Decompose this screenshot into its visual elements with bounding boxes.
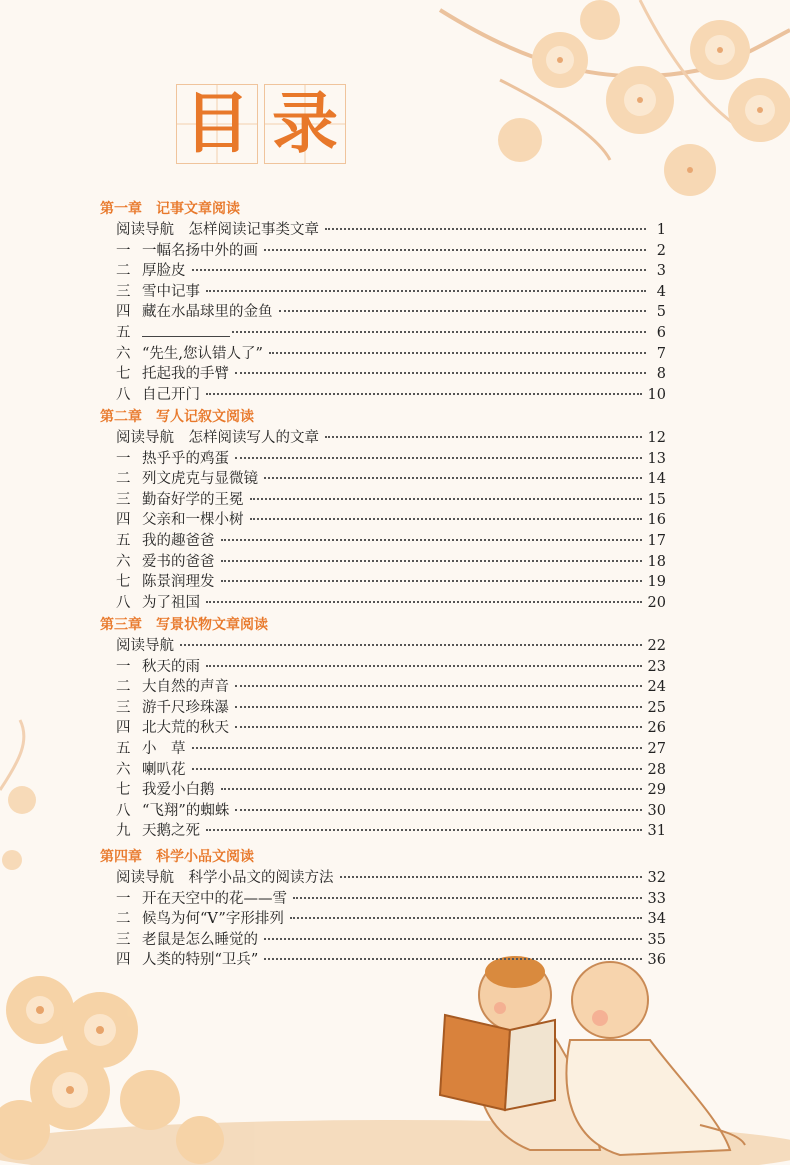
page-number: 27 bbox=[647, 741, 666, 757]
page-number: 2 bbox=[656, 242, 666, 259]
entry-title: 列文虎克与显微镜 bbox=[142, 471, 258, 488]
dot-leader bbox=[235, 706, 642, 708]
entry-title: 人类的特别“卫兵” bbox=[142, 952, 259, 969]
entry-title: 秋天的雨 bbox=[142, 658, 200, 675]
entry-title: 开在天空中的花——雪 bbox=[142, 890, 287, 907]
dot-leader bbox=[235, 726, 642, 728]
page-number: 26 bbox=[647, 720, 666, 737]
entry-title: 我爱小白鹅 bbox=[142, 782, 215, 799]
dot-leader bbox=[192, 747, 642, 749]
entry-number: 二 bbox=[116, 263, 131, 280]
entry-number: 三 bbox=[116, 283, 131, 300]
page-number: 33 bbox=[647, 890, 666, 907]
dot-leader bbox=[279, 310, 647, 312]
chapter-heading[interactable]: 第三章 写景状物文章阅读 bbox=[100, 617, 268, 633]
page-number: 15 bbox=[647, 491, 666, 508]
entry-number: 四 bbox=[116, 952, 131, 969]
entry-title: 阅读导航 怎样阅读记事类文章 bbox=[116, 222, 319, 238]
entry-title: 喇叭花 bbox=[142, 761, 186, 778]
dot-leader bbox=[206, 290, 646, 292]
entry-number: 二 bbox=[116, 471, 131, 488]
toc-entry[interactable] bbox=[116, 801, 666, 821]
entry-number: 五 bbox=[116, 741, 131, 757]
dot-leader bbox=[206, 665, 642, 667]
toc-entry[interactable] bbox=[116, 220, 666, 240]
entry-number: 八 bbox=[116, 594, 131, 611]
chapter-heading[interactable]: 第一章 记事文章阅读 bbox=[100, 201, 240, 217]
entry-title: 阅读导航 bbox=[116, 638, 174, 654]
toc-entry[interactable] bbox=[116, 572, 666, 592]
toc-entry[interactable] bbox=[116, 868, 666, 888]
dot-leader bbox=[180, 644, 642, 646]
entry-number: 七 bbox=[116, 782, 131, 799]
page-number: 25 bbox=[647, 699, 666, 716]
entry-number: 一 bbox=[116, 658, 131, 675]
page-number: 30 bbox=[647, 802, 666, 819]
blank-title-line bbox=[142, 323, 230, 337]
page-number: 17 bbox=[647, 533, 666, 549]
toc-entry[interactable] bbox=[116, 302, 666, 322]
dot-leader bbox=[250, 498, 642, 500]
toc-entry[interactable] bbox=[116, 385, 666, 405]
page-number: 22 bbox=[647, 638, 666, 654]
page-number: 29 bbox=[647, 782, 666, 799]
entry-number: 五 bbox=[116, 533, 131, 549]
title-char: 录 bbox=[272, 85, 338, 162]
toc-entry[interactable] bbox=[116, 698, 666, 718]
page-number: 7 bbox=[656, 345, 666, 362]
entry-number: 八 bbox=[116, 802, 131, 819]
dot-leader bbox=[290, 917, 642, 919]
dot-leader bbox=[192, 768, 642, 770]
title-char: 目 bbox=[184, 85, 250, 162]
entry-number: 九 bbox=[116, 823, 131, 840]
dot-leader bbox=[235, 372, 646, 374]
entry-number: 一 bbox=[116, 450, 131, 467]
entry-title: 藏在水晶球里的金鱼 bbox=[142, 304, 273, 321]
entry-title: 热乎乎的鸡蛋 bbox=[142, 450, 229, 467]
dot-leader bbox=[235, 685, 642, 687]
dot-leader bbox=[206, 601, 642, 603]
dot-leader bbox=[264, 938, 642, 940]
entry-title: 游千尺珍珠瀑 bbox=[142, 699, 229, 716]
dot-leader bbox=[325, 436, 642, 438]
entry-title: 老鼠是怎么睡觉的 bbox=[142, 931, 258, 948]
entry-title: “先生,您认错人了” bbox=[142, 345, 263, 362]
page-number: 1 bbox=[656, 222, 666, 238]
toc-entry[interactable] bbox=[116, 930, 666, 950]
dot-leader bbox=[264, 477, 642, 479]
entry-title: 雪中记事 bbox=[142, 283, 200, 300]
entry-number: 三 bbox=[116, 699, 131, 716]
chapter-heading[interactable]: 第四章 科学小品文阅读 bbox=[100, 849, 254, 865]
page-number: 24 bbox=[647, 679, 666, 696]
dot-leader bbox=[264, 249, 646, 251]
entry-number: 六 bbox=[116, 345, 131, 362]
page-number: 12 bbox=[647, 430, 666, 446]
entry-title: 为了祖国 bbox=[142, 594, 200, 611]
dot-leader bbox=[221, 580, 642, 582]
page-number: 16 bbox=[647, 512, 666, 529]
entry-title: 北大荒的秋天 bbox=[142, 720, 229, 737]
entry-title: 我的趣爸爸 bbox=[142, 533, 215, 549]
entry-title: 自己开门 bbox=[142, 386, 200, 403]
page-number: 36 bbox=[647, 952, 666, 969]
entry-title: 小 草 bbox=[142, 741, 186, 757]
entry-number: 七 bbox=[116, 574, 131, 591]
toc-entry[interactable] bbox=[116, 344, 666, 364]
entry-title: 父亲和一棵小树 bbox=[142, 512, 244, 529]
page-number: 31 bbox=[647, 823, 666, 840]
toc-entry[interactable] bbox=[116, 889, 666, 909]
entry-number: 七 bbox=[116, 366, 131, 383]
toc-entry[interactable] bbox=[116, 636, 666, 656]
page-number: 10 bbox=[647, 386, 666, 403]
page-number: 34 bbox=[647, 911, 666, 928]
toc-entry[interactable] bbox=[116, 552, 666, 572]
entry-number: 四 bbox=[116, 720, 131, 737]
entry-title: 托起我的手臂 bbox=[142, 366, 229, 383]
toc-entry[interactable] bbox=[116, 449, 666, 469]
toc-entry[interactable] bbox=[116, 780, 666, 800]
page-number: 5 bbox=[656, 304, 666, 321]
toc-entry[interactable] bbox=[116, 490, 666, 510]
page-number: 20 bbox=[647, 594, 666, 611]
entry-number: 六 bbox=[116, 761, 131, 778]
toc-entry[interactable] bbox=[116, 677, 666, 697]
toc-entry[interactable] bbox=[116, 261, 666, 281]
dot-leader bbox=[325, 228, 646, 230]
page-number: 4 bbox=[656, 283, 666, 300]
toc-entry[interactable] bbox=[116, 909, 666, 929]
page-number: 18 bbox=[647, 553, 666, 570]
toc-entry[interactable] bbox=[116, 718, 666, 738]
page-number: 35 bbox=[647, 931, 666, 948]
entry-title: 天鹅之死 bbox=[142, 823, 200, 840]
toc-entry[interactable] bbox=[116, 469, 666, 489]
chapter-heading[interactable]: 第二章 写人记叙文阅读 bbox=[100, 409, 254, 425]
entry-title: “飞翔”的蜘蛛 bbox=[142, 802, 230, 819]
entry-number: 一 bbox=[116, 890, 131, 907]
entry-title: 勤奋好学的王冕 bbox=[142, 491, 244, 508]
dot-leader bbox=[264, 958, 641, 960]
dot-leader bbox=[221, 560, 642, 562]
page-number: 13 bbox=[647, 450, 666, 467]
entry-title: 爱书的爸爸 bbox=[142, 553, 215, 570]
toc-entry[interactable] bbox=[116, 593, 666, 613]
entry-number: 三 bbox=[116, 491, 131, 508]
toc-entry[interactable] bbox=[116, 510, 666, 530]
dot-leader bbox=[206, 393, 642, 395]
toc-entry[interactable] bbox=[116, 282, 666, 302]
dot-leader bbox=[235, 809, 641, 811]
page-number: 3 bbox=[656, 263, 666, 280]
dot-leader bbox=[340, 876, 642, 878]
dot-leader bbox=[293, 897, 642, 899]
entry-number: 一 bbox=[116, 242, 131, 259]
toc-entry[interactable] bbox=[116, 364, 666, 384]
page-number: 8 bbox=[656, 366, 666, 383]
entry-title: 阅读导航 科学小品文的阅读方法 bbox=[116, 870, 334, 886]
entry-title: 大自然的声音 bbox=[142, 679, 229, 696]
toc-entry[interactable] bbox=[116, 531, 666, 551]
dot-leader bbox=[235, 457, 642, 459]
entry-title: 陈景润理发 bbox=[142, 574, 215, 591]
toc-entry[interactable] bbox=[116, 657, 666, 677]
dot-leader bbox=[232, 331, 646, 333]
page-number: 19 bbox=[647, 574, 666, 591]
entry-number: 三 bbox=[116, 931, 131, 948]
dot-leader bbox=[206, 829, 642, 831]
toc-entry[interactable] bbox=[116, 950, 666, 970]
entry-title: 候鸟为何“V”字形排列 bbox=[142, 911, 284, 928]
page-number: 32 bbox=[647, 870, 666, 886]
page-number: 14 bbox=[647, 471, 666, 488]
entry-title: 厚脸皮 bbox=[142, 263, 186, 280]
dot-leader bbox=[221, 788, 642, 790]
toc-entry[interactable] bbox=[116, 739, 666, 759]
dot-leader bbox=[192, 269, 647, 271]
toc-entry[interactable] bbox=[116, 428, 666, 448]
toc-entry[interactable] bbox=[116, 821, 666, 841]
entry-number: 二 bbox=[116, 679, 131, 696]
entry-number: 二 bbox=[116, 911, 131, 928]
dot-leader bbox=[269, 352, 646, 354]
entry-number: 四 bbox=[116, 512, 131, 529]
dot-leader bbox=[250, 518, 642, 520]
entry-number: 八 bbox=[116, 386, 131, 403]
dot-leader bbox=[221, 539, 642, 541]
page-number: 23 bbox=[647, 658, 666, 675]
entry-number: 六 bbox=[116, 553, 131, 570]
entry-title: 阅读导航 怎样阅读写人的文章 bbox=[116, 430, 319, 446]
toc-entry[interactable] bbox=[116, 241, 666, 261]
page-number: 6 bbox=[656, 325, 666, 341]
toc-entry[interactable] bbox=[116, 323, 666, 343]
entry-number: 五 bbox=[116, 325, 131, 341]
page-number: 28 bbox=[647, 761, 666, 778]
entry-number: 四 bbox=[116, 304, 131, 321]
entry-title: 一幅名扬中外的画 bbox=[142, 242, 258, 259]
toc-entry[interactable] bbox=[116, 760, 666, 780]
